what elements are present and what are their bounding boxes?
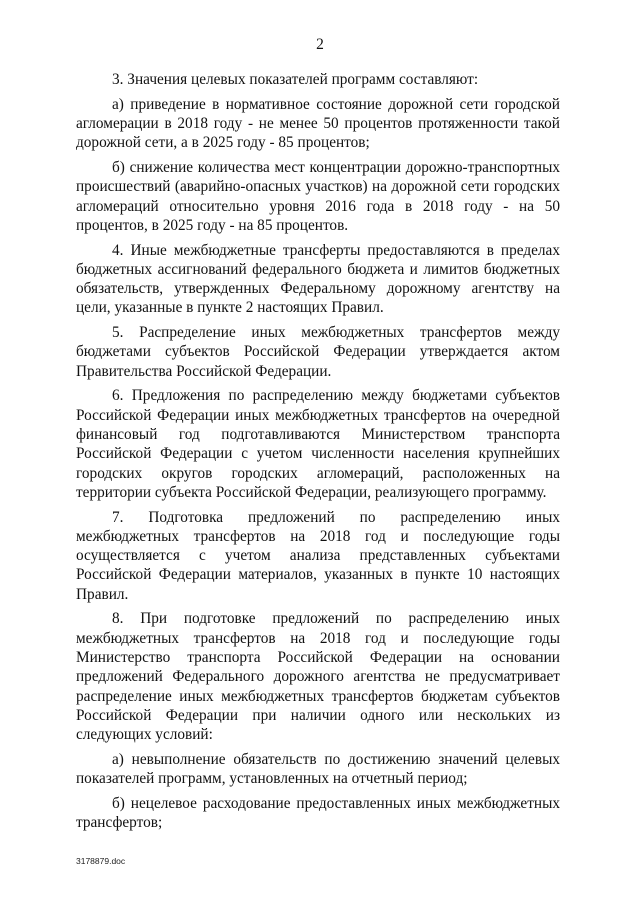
paragraph-3a-road-network: а) приведение в нормативное состояние дорожной сети городской агломерации в 2018 году - не менее 50 процентов протяженности такой дорожной сети, а в 2025 году - 85 процентов; — [76, 95, 560, 152]
paragraph-5-distribution: 5. Распределение иных межбюджетных трансфертов между бюджетами субъектов Российской Федерации утверждается актом Правительства Российской Федерации. — [76, 324, 560, 380]
paragraph-8b-misuse: б) нецелевое расходование предоставленных иных межбюджетных трансфертов; — [76, 794, 560, 832]
document-body — [76, 70, 560, 838]
document-file-code: 3178879.doc — [76, 856, 126, 866]
paragraph-8a-non-fulfilment: а) невыполнение обязательств по достижению значений целевых показателей программ, установленных на отчетный период; — [76, 750, 560, 788]
paragraph-4-transfers: 4. Иные межбюджетные трансферты предоставляются в пределах бюджетных ассигнований федерального бюджета и лимитов бюджетных обязательств, утвержденных Федеральному дорожному агентству на цели, указанные в пункте 2 настоящих Правил. — [76, 241, 560, 317]
paragraph-7-preparation: 7. Подготовка предложений по распределению иных межбюджетных трансфертов на 2018 год и последующие годы осуществляется с учетом анализа представленных субъектами Российской Федерации материалов, указанных в пункте 10 настоящих Правил. — [76, 508, 560, 603]
paragraph-8-conditions: 8. При подготовке предложений по распределению иных межбюджетных трансфертов на 2018 год и последующие годы Министерство транспорта Российской Федерации на основании предложений Федерального дорожного агентства не предусматривает распределение иных межбюджетных трансфертов бюджетам субъектов Российской Федерации при наличии одного или нескольких из следующих условий: — [76, 610, 560, 744]
paragraph-3-target-values: 3. Значения целевых показателей программ составляют: — [112, 71, 479, 88]
paragraph-3b-accident-sites: б) снижение количества мест концентрации дорожно-транспортных происшествий (аварийно-опасных участков) на дорожной сети городских агломераций относительно уровня 2016 года в 2018 году - на 50 процентов, в 2025 году - на 85 процентов. — [76, 158, 560, 234]
paragraph-6-proposals: 6. Предложения по распределению между бюджетами субъектов Российской Федерации иных межбюджетных трансфертов на очередной финансовый год подготавливаются Министерством транспорта Российской Федерации с учетом численности населения крупнейших городских округов городских агломераций, расположенных на территории субъекта Российской Федерации, реализующего программу. — [76, 387, 560, 501]
page-number: 2 — [316, 36, 324, 53]
